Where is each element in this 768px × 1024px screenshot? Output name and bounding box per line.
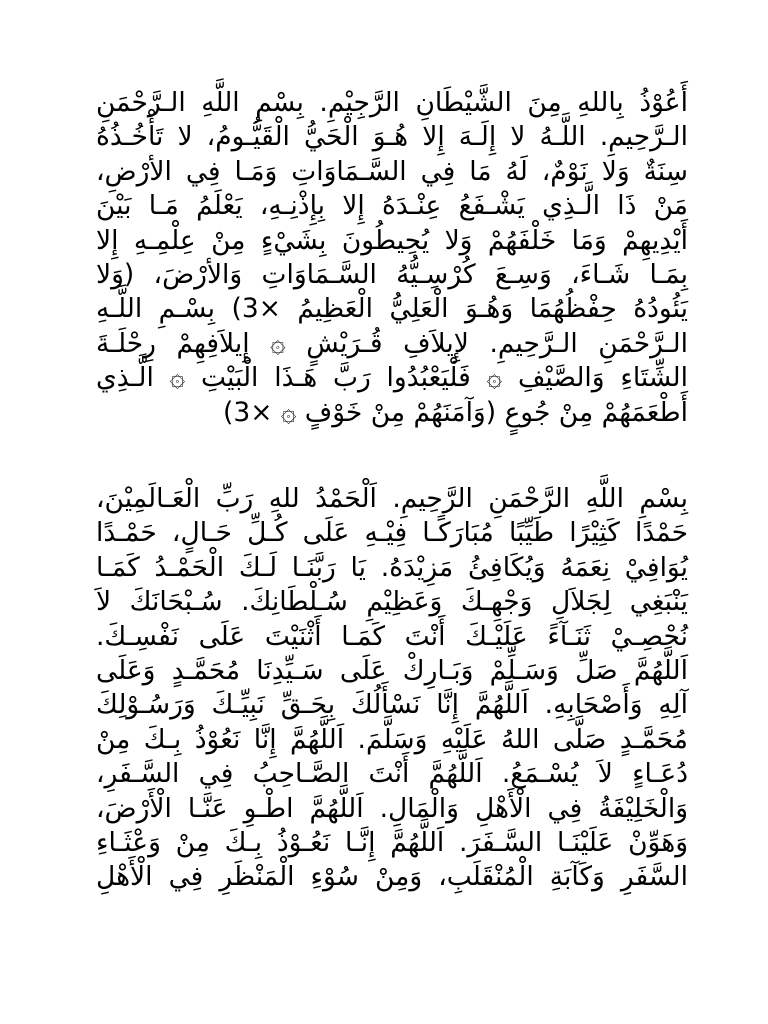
text-line: يَئُودُهُ حِفْظُهُمَا وَهُـوَ الْعَلِيُّ الْعَظِيمُ ×3) بِسْـمِ اللَّـهِ <box>96 293 688 325</box>
text-line: بِمَـا شَـاءَ، وَسِـعَ كُرْسِـيُّهُ السَّـمَاوَاتِ وَالأرْضَ، (وَلا <box>96 259 688 291</box>
paragraph-1 <box>96 86 688 430</box>
text-line: اَللَّهُمَّ صَلِّ وَسَـلِّمْ وَبَـارِكْ عَلَى سَـيِّدِنَا مُحَمَّـدٍ وَعَلَى <box>96 655 688 687</box>
text-line: يَنْبَغِي لِجَلاَلِ وَجْهِـكَ وَعَظِيْمِ سُـلْطَانِكَ. سُـبْحَانَكَ لاَ <box>96 586 688 618</box>
text-line: يُوَافِيْ نِعَمَهُ وَيُكَافِئُ مَزِيْدَهُ. يَا رَبَّنَـا لَـكَ الْحَمْـدُ كَمَـا <box>96 551 688 583</box>
text-line: الـرَّحِيمِ. اللَّـهُ لا إِلَـهَ إِلا هُـوَ الْحَيُّ الْقَيُّـومُ، لا تَأْخُـذُهُ <box>96 121 688 153</box>
text-line: دُعَـاءٍ لاَ يُسْـمَعُ. اَللَّهُمَّ أَنْتَ الصَّـاحِبُ فِي السَّـفَرِ، <box>96 758 688 790</box>
text-line: وَالْخَلِيْفَةُ فِي الْأَهْلِ وَالْمَالِ. اَللَّهُمَّ اطْـوِ عَنَّـا الْأَرْضَ، <box>96 792 688 824</box>
text-line: الشِّتَاءِ وَالصَّيْفِ ۞ فَلْيَعْبُدُوا رَبَّ هَـذَا الْبَيْتِ ۞ الَّـذِي <box>96 362 688 394</box>
text-line: وَهَوِّنْ عَلَيْنَـا السَّـفَرَ. اَللَّهُمَّ إِنَّـا نَعُـوْذُ بِـكَ مِنْ وَعْثَـاءِ <box>96 827 688 859</box>
text-line: سِنَةٌ وَلا نَوْمٌ، لَهُ مَا فِي السَّـمَاوَاتِ وَمَـا فِي الأرْضِ، <box>96 155 688 187</box>
text-line: بِسْمِ اللَّهِ الرَّحْمَنِ الرَّحِيمِ. اَلْحَمْدُ للهِ رَبِّ الْعَـالَمِيْنَ، <box>96 483 688 514</box>
text-line: مَنْ ذَا الَّـذِي يَشْـفَعُ عِنْـدَهُ إِلا بِإِذْنِـهِ، يَعْلَمُ مَـا بَيْنَ <box>96 190 688 222</box>
paragraph-2 <box>96 482 688 895</box>
text-line: مُحَمَّـدٍ صَلَّى اللهُ عَلَيْهِ وَسَلَّمَ. اَللَّهُمَّ إِنَّا نَعُوْذُ بِـكَ مِنْ <box>96 723 688 755</box>
text-line: آلِهِ وَأَصْحَابِهِ. اَللَّهُمَّ إِنَّا نَسْأَلُكَ بِحَـقِّ نَبِيِّـكَ وَرَسُـوْلِكَ <box>96 689 688 721</box>
text-line: أَعُوْذُ بِاللهِ مِنَ الشَّيْطَانِ الرَّجِيْمِ. بِسْمِ اللَّهِ الـرَّحْمَنِ <box>96 87 688 118</box>
text-line: أَيْدِيهِمْ وَمَا خَلْفَهُمْ وَلا يُحِيطُونَ بِشَيْءٍ مِنْ عِلْمِـهِ إِلا <box>96 224 688 256</box>
text-line: السَّفَرِ وَكَآبَةِ الْمُنْقَلَبِ، وَمِنْ سُوْءِ الْمَنْظَرِ فِي الْأَهْلِ <box>96 861 688 893</box>
text-line: أَطْعَمَهُمْ مِنْ جُوعٍ (وَآمَنَهُمْ مِنْ خَوْفٍ ۞ ×3) <box>222 396 688 428</box>
text-line: حَمْدًا كَثِيْرًا طَيِّبًا مُبَارَكًـا فِيْـهِ عَلَى كُـلِّ حَـالٍ، حَمْـدًا <box>96 517 688 549</box>
text-line: الـرَّحْمَنِ الـرَّحِيمِ. لإِيلاَفِ قُـرَيْشٍ ۞ إِيلاَفِهِمْ رِحْلَـةَ <box>96 327 688 359</box>
text-line: نُحْصِـيْ ثَنَـآءً عَلَيْـكَ أَنْتَ كَمَـا أَثْنَيْتَ عَلَى نَفْسِـكَ. <box>96 620 688 652</box>
